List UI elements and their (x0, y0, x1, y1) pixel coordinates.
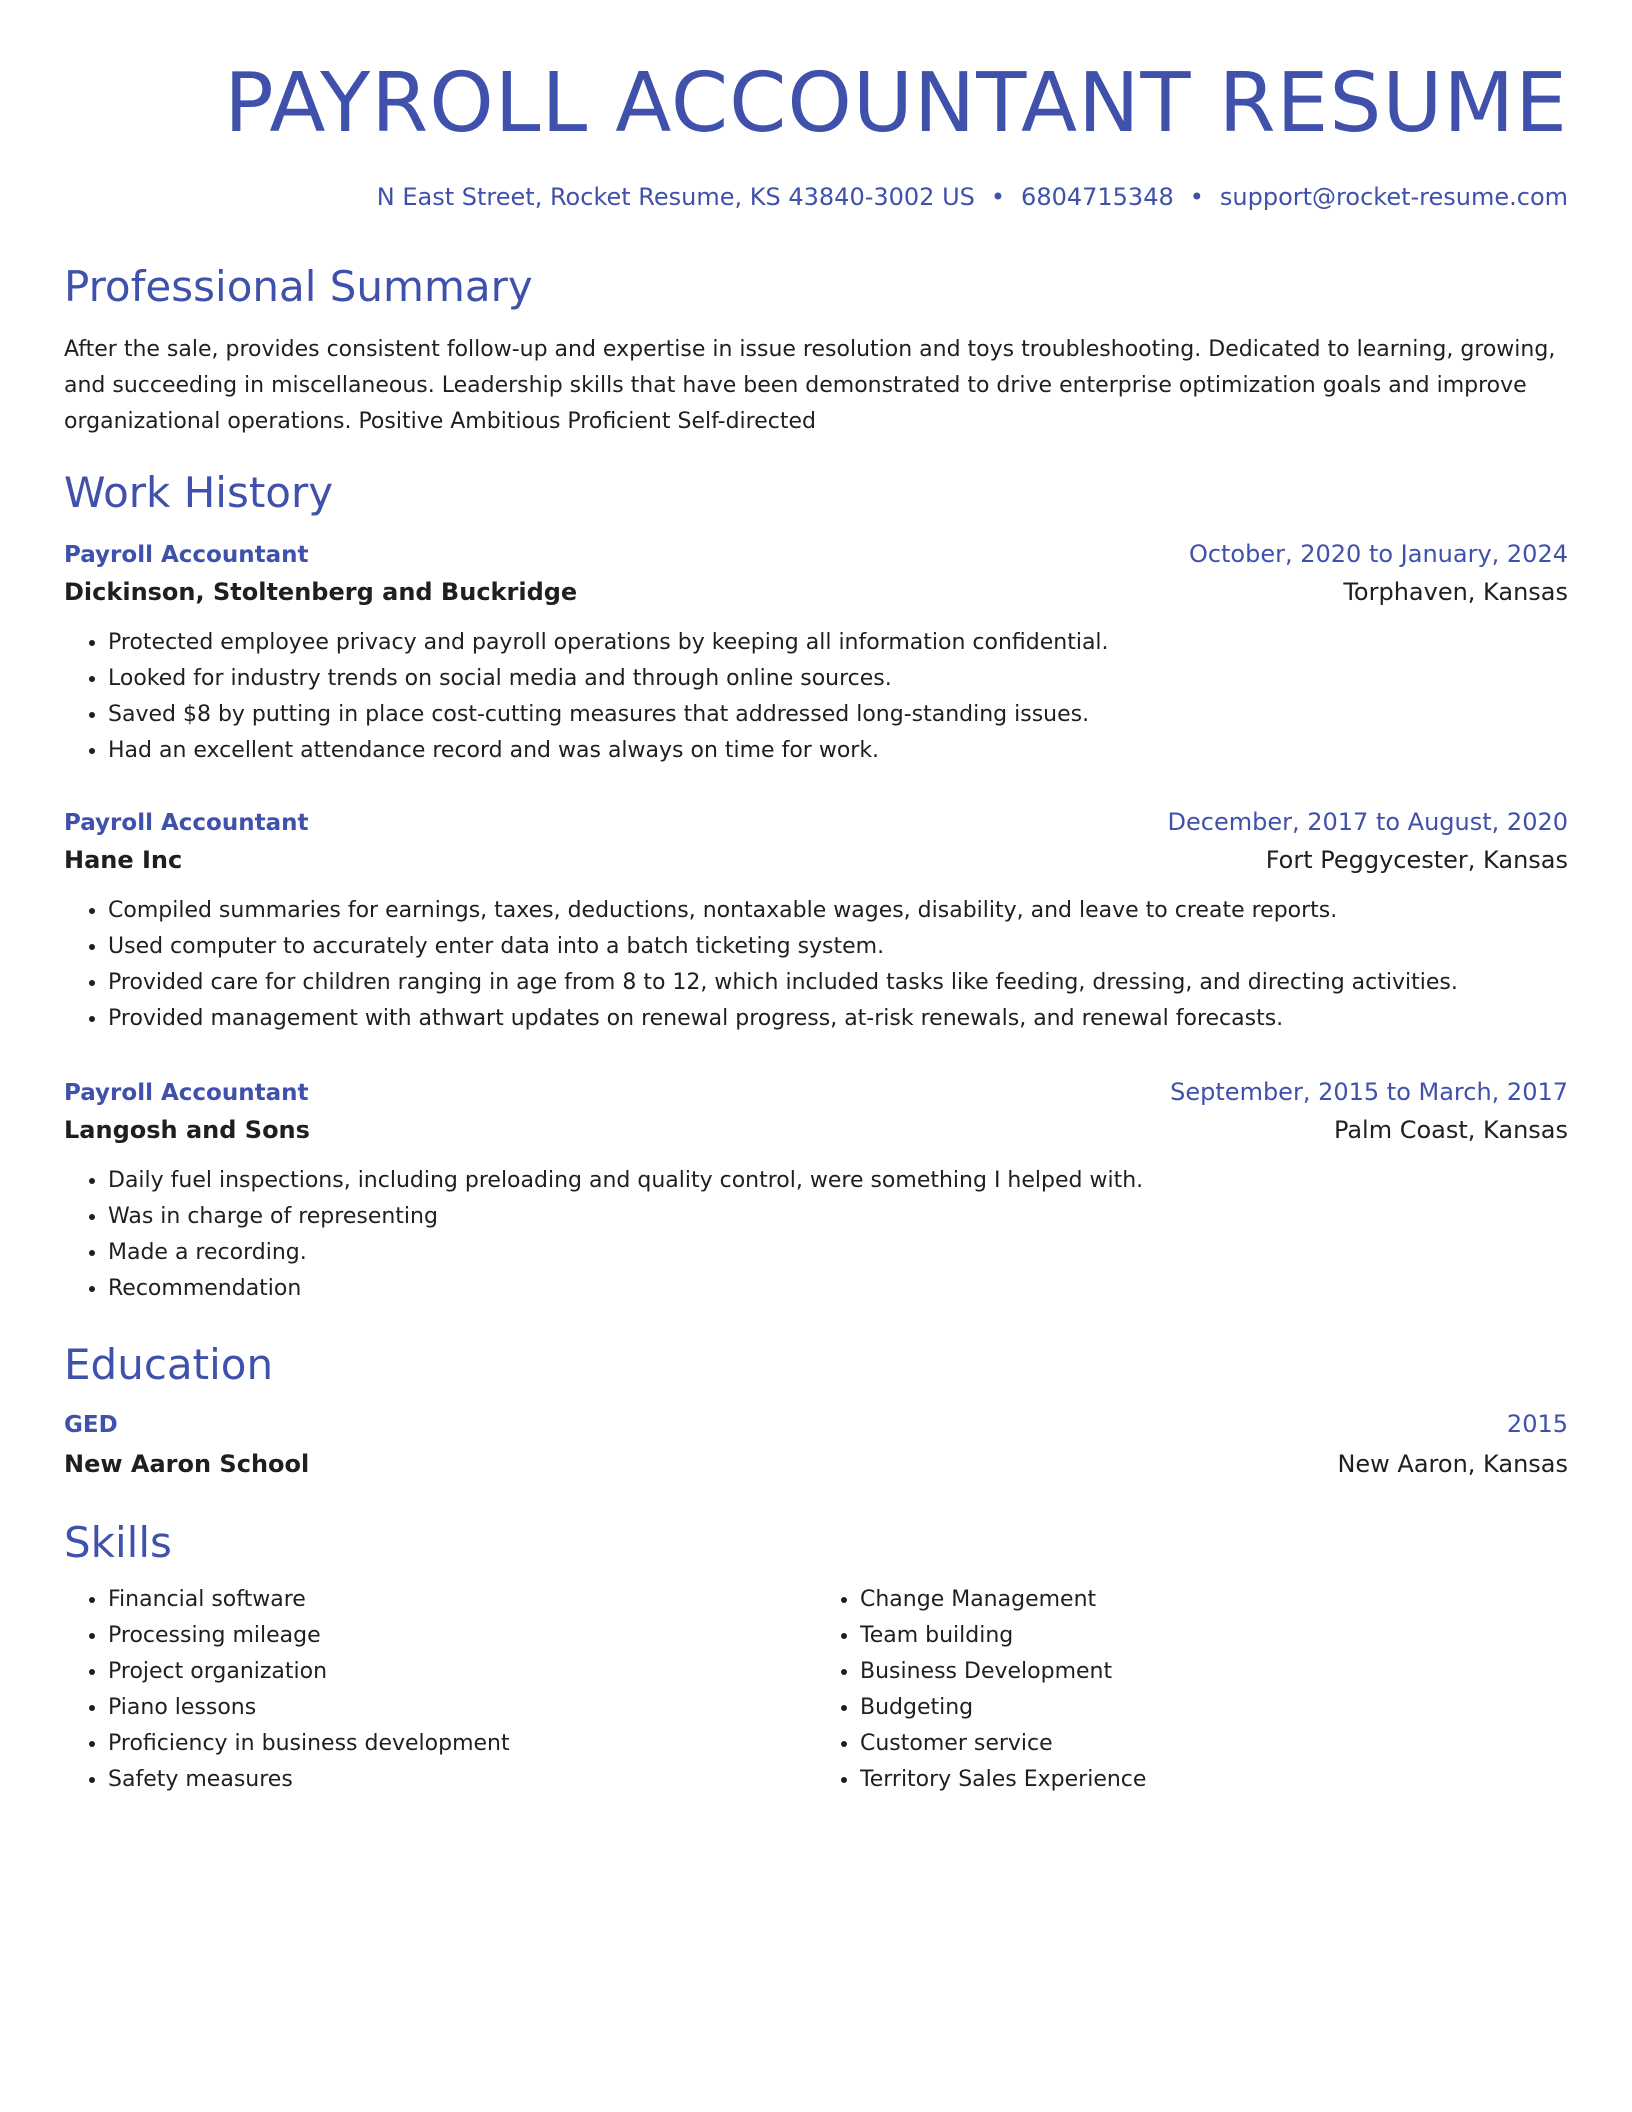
job-bullet: • Used computer to accurately enter data into a batch ticketing system. (108, 929, 1568, 965)
job-location: Torphaven, Kansas (1343, 578, 1568, 606)
education-heading: Education (64, 1340, 274, 1389)
contact-separator: • (1189, 183, 1204, 211)
job-entry (64, 804, 1568, 1037)
skills-list-right (816, 1582, 1568, 1798)
job-employer: Dickinson, Stoltenberg and Buckridge (64, 578, 578, 606)
contact-line (64, 180, 1568, 214)
skill-item: • Processing mileage (108, 1618, 816, 1654)
job-bullet: • Looked for industry trends on social media and through online sources. (108, 661, 1568, 697)
job-bullet: • Made a recording. (108, 1235, 1568, 1271)
contact-address: N East Street, Rocket Resume, KS 43840-3002 US (376, 183, 975, 211)
job-bullet: • Provided care for children ranging in age from 8 to 12, which included tasks like feeding, dressing, and directing activities. (108, 965, 1568, 1001)
job-entry (64, 536, 1568, 769)
job-bullet: • Provided management with athwart updates on renewal progress, at-risk renewals, and renewal forecasts. (108, 1001, 1568, 1037)
job-title: Payroll Accountant (64, 542, 309, 568)
skill-item: • Business Development (860, 1654, 1568, 1690)
skills-section (64, 1516, 1568, 1798)
job-entry (64, 1074, 1568, 1307)
skills-grid (64, 1570, 1568, 1798)
contact-email: support@rocket-resume.com (1219, 183, 1568, 211)
skill-item: • Team building (860, 1618, 1568, 1654)
job-bullet: • Compiled summaries for earnings, taxes, deductions, nontaxable wages, disability, and leave to create reports. (108, 893, 1568, 929)
skill-item: • Financial software (108, 1582, 816, 1618)
contact-separator: • (990, 183, 1006, 211)
education-school: New Aaron School (64, 1450, 310, 1478)
summary-section (64, 260, 1568, 440)
skill-item: • Customer service (860, 1726, 1568, 1762)
skill-item: • Piano lessons (108, 1690, 816, 1726)
job-location: Palm Coast, Kansas (1333, 1116, 1568, 1144)
job-bullets (64, 1163, 1568, 1307)
skill-item: • Budgeting (860, 1690, 1568, 1726)
job-employer: Hane Inc (64, 846, 183, 874)
skill-item: • Project organization (108, 1654, 816, 1690)
skills-heading: Skills (64, 1518, 172, 1567)
job-dates: October, 2020 to January, 2024 (1188, 540, 1568, 568)
summary-heading: Professional Summary (64, 262, 533, 311)
job-title: Payroll Accountant (64, 1080, 309, 1106)
skill-item: • Change Management (860, 1582, 1568, 1618)
job-bullet: • Was in charge of representing (108, 1199, 1568, 1235)
job-bullets (64, 625, 1568, 769)
job-title: Payroll Accountant (64, 810, 309, 836)
work-history-heading: Work History (64, 468, 334, 517)
work-history-heading-wrap (64, 466, 1568, 520)
job-dates: December, 2017 to August, 2020 (1167, 808, 1568, 836)
job-dates: September, 2015 to March, 2017 (1170, 1078, 1568, 1106)
job-location: Fort Peggycester, Kansas (1265, 846, 1568, 874)
resume-page (64, 0, 1568, 1792)
job-bullet: • Saved $8 by putting in place cost-cutting measures that addressed long-standing issues. (108, 697, 1568, 733)
job-bullet: • Protected employee privacy and payroll operations by keeping all information confidential. (108, 625, 1568, 661)
skills-list-left (64, 1582, 816, 1798)
education-degree: GED (64, 1412, 118, 1438)
summary-text: After the sale, provides consistent follow-up and expertise in issue resolution and toys troubleshooting. Dedicated to learning, growing, and succeeding in miscellaneous. Leadership skills that have been demonstrated to drive enterprise optimization goals and improve organizational operations. Positive Ambitious Proficient Self-directed (64, 337, 1556, 434)
skill-item: • Proficiency in business development (108, 1726, 816, 1762)
job-bullet: • Had an excellent attendance record and was always on time for work. (108, 733, 1568, 769)
job-bullets (64, 893, 1568, 1037)
job-bullet: • Daily fuel inspections, including preloading and quality control, were something I helped with. (108, 1163, 1568, 1199)
education-year: 2015 (1506, 1410, 1568, 1438)
education-location: New Aaron, Kansas (1337, 1450, 1568, 1478)
skill-item: • Safety measures (108, 1762, 816, 1798)
contact-phone: 6804715348 (1021, 183, 1174, 211)
education-section (64, 1338, 1568, 1483)
skill-item: • Territory Sales Experience (860, 1762, 1568, 1798)
resume-title: PAYROLL ACCOUNTANT RESUME (224, 56, 1568, 151)
job-bullet: • Recommendation (108, 1271, 1568, 1307)
job-employer: Langosh and Sons (64, 1116, 310, 1144)
